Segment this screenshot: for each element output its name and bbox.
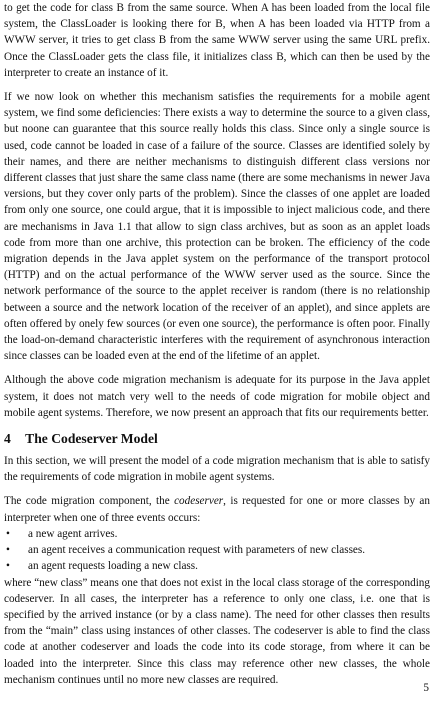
section-title: The Codeserver Model xyxy=(25,431,158,447)
bullet-item xyxy=(4,542,430,558)
bullet-text: an agent receives a communication request with parameters of new classes. xyxy=(28,544,366,557)
bullet-text: an agent requests loading a new class. xyxy=(28,560,198,573)
bullet-icon: • xyxy=(6,560,10,573)
page-number: 5 xyxy=(423,682,429,694)
paper-page xyxy=(4,0,430,688)
event-bullet-list xyxy=(4,526,430,575)
bullet-icon: • xyxy=(6,527,10,540)
component-text-after: , is requested for one or more classes by an interpreter when one of three events occurs: xyxy=(4,495,430,524)
paragraph-deficiencies: If we now look on whether this mechanism satisfies the requirements for a mobile agent system, we find some deficiencies: There exists a way to determine the source to a given class, but noone can guarantee that this source really holds this class. Since only a single source is used, code cannot be loaded in case of a failure of the source. Classes are identified solely by their names, and there are neither mechanisms to distinguish different class versions nor different classes that just share the same class name (there are some mechanisms in newer Java versions, but they cover only parts of the problem). Since the classes of one applet are loaded from only one source, one could argue, that it is impossible to inject malicious code, and there are mechanisms in Java 1.1 that allow to sign class archives, but as soon as an applet loads code from more than one archive, this protection can be broken. The efficiency of the code migration depends in the Java applet system on the performance of the transport protocol (HTTP) and on the actual performance of the WWW server used as the source. Since the network performance of the source to the applet receiver is random (there is no relationship between a source and the network location of the receiver of an applet), and since applets are often offered by onely few sources (or even one source), the performance is often poor. Finally the load-on-demand characteristic interferes with the requirement of asynchronous interaction since classes can be loaded even at the end of the lifetime of an applet. xyxy=(4,91,430,363)
section-heading xyxy=(4,430,430,448)
paragraph-classloader: to get the code for class B from the same source. When A has been loaded from the local file system, the ClassLoader is looking there for B, when A has been loaded via HTTP from a WWW server, it tries to get class B from the same WWW server using the same URL prefix. Once the ClassLoader gets the class file, it initializes class B, which can then be used by the interpreter to create an instance of it. xyxy=(4,2,430,79)
bullet-text: a new agent arrives. xyxy=(28,527,118,540)
paragraph-codeserver-component xyxy=(4,493,430,525)
bullet-item xyxy=(4,558,430,574)
bullet-icon: • xyxy=(6,544,10,557)
component-text-before: The code migration component, the xyxy=(4,495,175,508)
codeserver-term: codeserver xyxy=(174,495,224,508)
section-number: 4 xyxy=(4,431,11,447)
paragraph-conclusion: Although the above code migration mechanism is adequate for its purpose in the Java applet system, it does not match very well to the needs of code migration for mobile object and mobile agent systems. Therefore, we now present an approach that fits our requirements better. xyxy=(4,374,430,419)
paragraph-new-class: where “new class” means one that does not exist in the local class storage of the corresponding codeserver. In all cases, the interpreter has a reference to only one class, i.e. one that is specified by the arrived instance (or by a class name). The need for other classes then results from the “main” class using instances of other classes. The codeserver is able to find the class code at another codeserver and loads the code into its code storage, from where it can be loaded into the interpreter. Since this class may reference other new classes, the whole mechanism continues until no more new classes are required. xyxy=(4,576,430,686)
bullet-item xyxy=(4,526,430,542)
paragraph-section-intro: In this section, we will present the model of a code migration mechanism that is able to satisfy the requirements of code migration in mobile agent systems. xyxy=(4,455,430,484)
